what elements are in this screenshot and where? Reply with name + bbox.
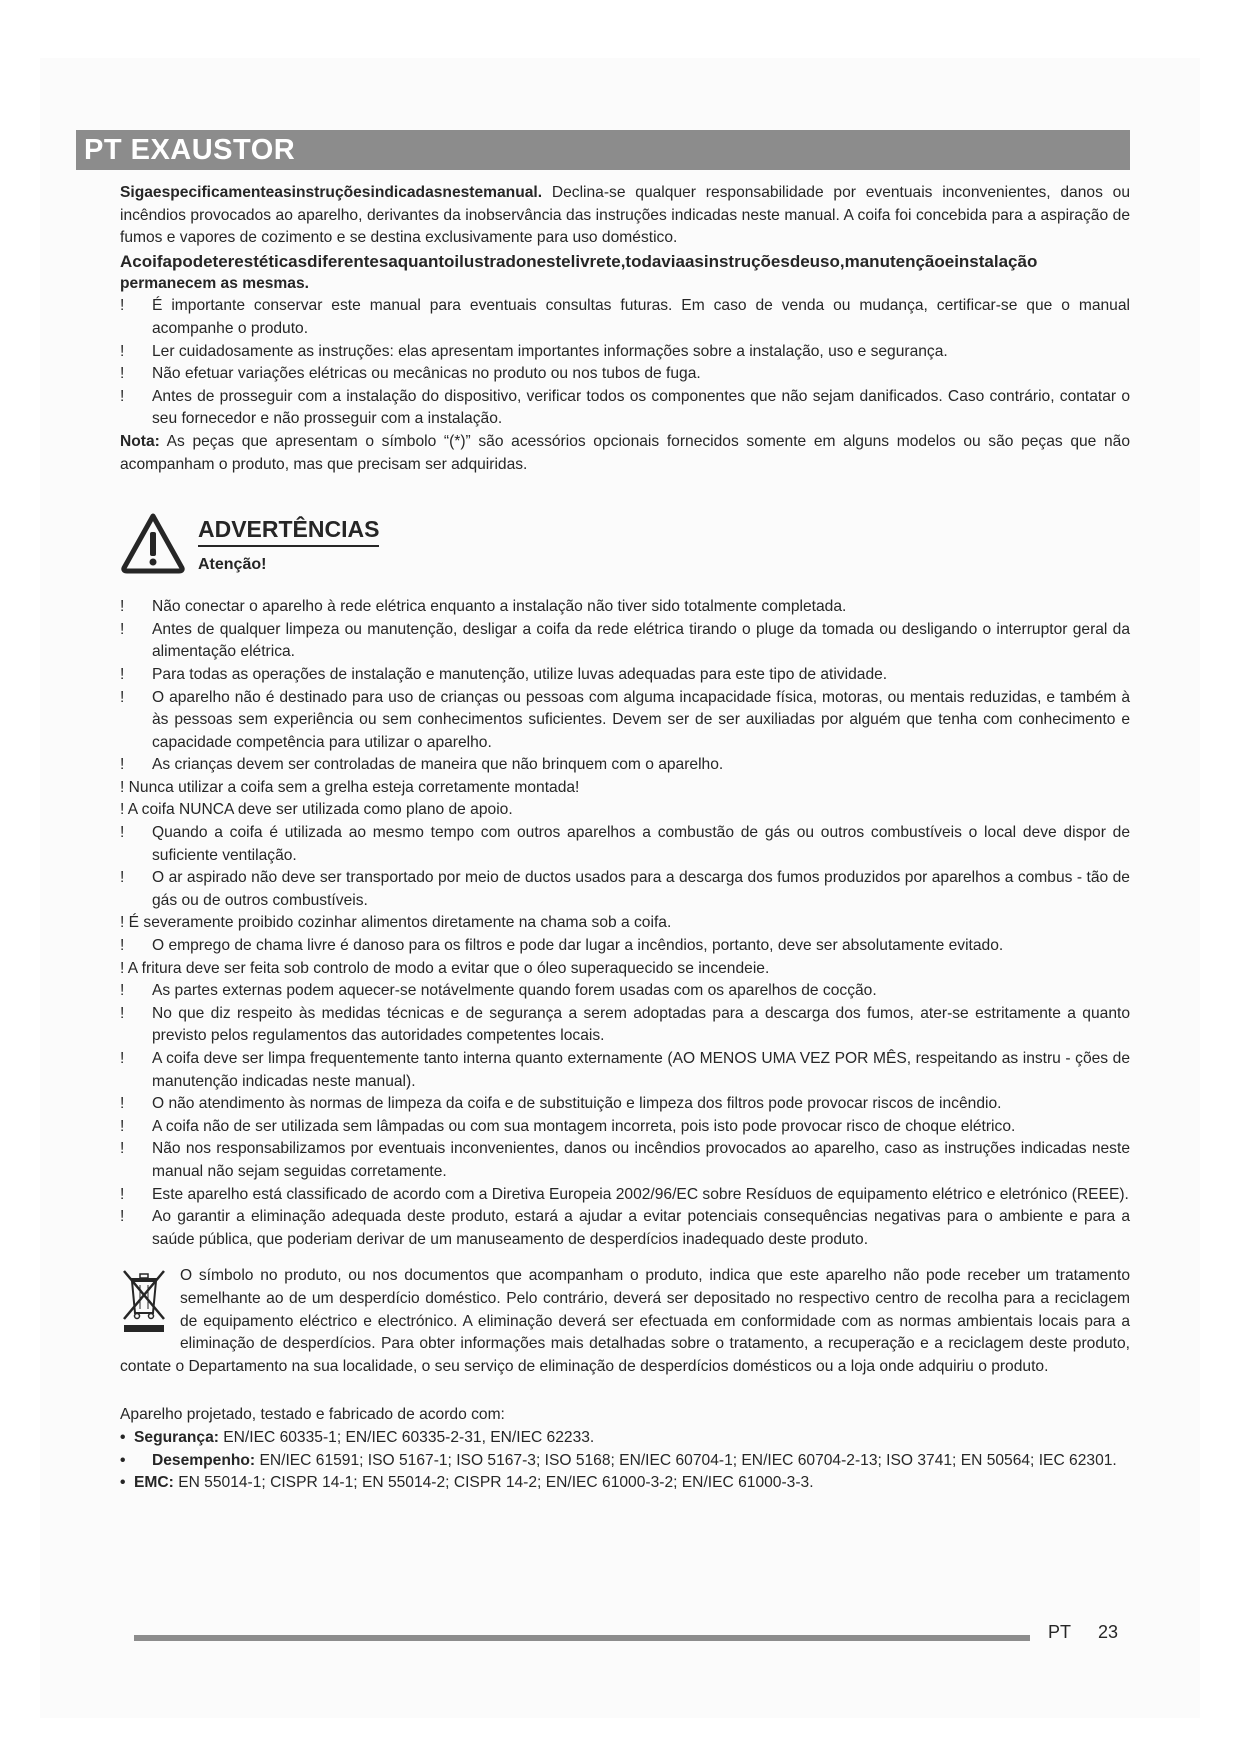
standard-label: Desempenho: [152, 1451, 256, 1469]
nota-text: As peças que apresentam o símbolo “(*)” são acessórios opcionais fornecidos somente em alguns modelos ou são peças que não acompanham o produto, mas que precisam ser adquiridas. [120, 432, 1130, 473]
list-item [120, 1206, 1130, 1251]
bullet-icon: • [120, 1428, 126, 1446]
standard-item-seguranca [120, 1427, 1130, 1450]
exclamation-icon: ! [120, 598, 125, 616]
bullet-icon: • [120, 1451, 126, 1469]
exclamation-icon: ! [120, 365, 125, 383]
weee-text: O símbolo no produto, ou nos documentos que acompanham o produto, indica que este aparelho não pode receber um tratamento semelhante ao de um desperdício doméstico. Pelo contrário, deverá ser depositado no respectivo centro de recolha para a reciclagem de equipamento eléctrico e electrónico. A eliminação deverá ser efectuada em conformidade com as normas ambientais locais para a eliminação de desperdícios. Para obter informações mais detalhadas sobre o tratamento, a recuperação e a reciclagem deste produto, contate o Departamento na sua localidade, o seu serviço de eliminação de desperdícios domésticos ou a loja onde adquiriu o produto. [120, 1267, 1130, 1375]
standards-section [120, 1404, 1130, 1494]
inline-warning: ! A fritura deve ser feita sob controlo de modo a evitar que o óleo superaquecido se incendeie. [120, 959, 770, 977]
list-item-text: Antes de qualquer limpeza ou manutenção, desligar a coifa da rede elétrica tirando o pluge da tomada ou desligando o interruptor geral da alimentação elétrica. [152, 620, 1130, 661]
standard-text: EN/IEC 60335-1; EN/IEC 60335-2-31, EN/IEC 62233. [218, 1428, 595, 1446]
warnings-header [120, 510, 1130, 596]
exclamation-icon: ! [120, 665, 125, 683]
standard-item-emc [120, 1472, 1130, 1495]
warnings-subtitle: Atenção! [198, 556, 267, 574]
list-item [120, 363, 1130, 386]
list-item [120, 1003, 1130, 1048]
list-item-text: Não efetuar variações elétricas ou mecânicas no produto ou nos tubos de fuga. [152, 365, 701, 383]
exclamation-icon: ! [120, 869, 125, 887]
list-item [120, 619, 1130, 664]
footer-language: PT [1048, 1622, 1072, 1642]
list-item [120, 664, 1130, 687]
exclamation-icon: ! [120, 824, 125, 842]
footer-bar [134, 1635, 1030, 1641]
list-item [120, 687, 1130, 755]
exclamation-icon: ! [120, 1208, 125, 1226]
crossed-bin-icon [120, 1267, 168, 1333]
list-item-text: As crianças devem ser controladas de maneira que não brinquem com o aparelho. [152, 756, 724, 774]
document-body [120, 182, 1130, 1495]
list-item [120, 754, 1130, 777]
intro-text: Declina-se qualquer responsabilidade por eventuais inconvenientes, danos ou incêndios provocados ao aparelho, derivantes da inobservância das instruções indicadas neste manual. A coifa foi concebida para a aspiração de fumos e vapores de cozimento e se destina exclusivamente para uso doméstico. [120, 184, 1130, 247]
exclamation-icon: ! [120, 1117, 125, 1135]
exclamation-icon: ! [120, 297, 125, 315]
list-item-text: O emprego de chama livre é danoso para os filtros e pode dar lugar a incêndios, portanto, deve ser absolutamente evitado. [152, 937, 1004, 955]
list-item-text: O não atendimento às normas de limpeza da coifa e de substituição e limpeza dos filtros pode provocar riscos de incêndio. [152, 1095, 1002, 1113]
exclamation-icon: ! [120, 937, 125, 955]
intro-paragraph [120, 182, 1130, 250]
weee-section [120, 1265, 1130, 1378]
exclamation-icon: ! [120, 387, 125, 405]
list-item [120, 1048, 1130, 1093]
list-item [120, 1093, 1130, 1116]
list-item-text: Não nos responsabilizamos por eventuais inconvenientes, danos ou incêndios provocados ao aparelho, caso as instruções indicadas neste manual não sejam seguidas corretamente. [152, 1140, 1130, 1180]
exclamation-icon: ! [120, 982, 125, 1000]
inline-warning: ! Nunca utilizar a coifa sem a grelha esteja corretamente montada! [120, 778, 580, 796]
standard-text: EN 55014-1; CISPR 14-1; EN 55014-2; CISPR 14-2; EN/IEC 61000-3-2; EN/IEC 61000-3-3. [173, 1474, 814, 1492]
list-item [120, 1138, 1130, 1183]
list-item-text: O ar aspirado não deve ser transportado por meio de ductos usados para a descarga dos fumos produzidos por aparelhos a combus - tão de gás ou de outros combustíveis. [152, 869, 1130, 909]
list-item-text: É importante conservar este manual para eventuais consultas futuras. Em caso de venda ou mudança, certificar-se que o manual acompanhe o produto. [152, 297, 1130, 337]
exclamation-icon: ! [120, 1140, 125, 1158]
exclamation-icon: ! [120, 1185, 125, 1203]
intro-bold-line-2: permanecem as mesmas. [120, 274, 309, 292]
standard-label: EMC: [134, 1474, 174, 1492]
list-item-text: A coifa não de ser utilizada sem lâmpadas ou com sua montagem incorreta, pois isto pode provocar risco de choque elétrico. [152, 1117, 1016, 1135]
page-title: PT EXAUSTOR [84, 134, 296, 166]
list-item-text: Antes de prosseguir com a instalação do dispositivo, verificar todos os componentes que não sejam danificados. Caso contrário, contatar o seu fornecedor e não prosseguir com a instalação. [152, 387, 1130, 428]
exclamation-icon: ! [120, 620, 125, 638]
list-item [120, 341, 1130, 364]
list-item-text: Para todas as operações de instalação e manutenção, utilize luvas adequadas para este tipo de atividade. [152, 665, 888, 683]
exclamation-icon: ! [120, 1050, 125, 1067]
list-item-text: O aparelho não é destinado para uso de crianças ou pessoas com alguma incapacidade física, motoras, ou mentais reduzidas, e também à às pessoas sem experiência ou sem conhecimentos suficientes. Devem ser de ser auxiliadas por alguém que tenha com conhecimento e capacidade competência para utilizar o aparelho. [152, 688, 1130, 751]
inline-warning: ! É severamente proibido cozinhar alimentos diretamente na chama sob a coifa. [120, 914, 672, 932]
bullet-icon: • [120, 1474, 126, 1492]
list-item-text: Ler cuidadosamente as instruções: elas apresentam importantes informações sobre a instalação, uso e segurança. [152, 342, 948, 360]
exclamation-icon: ! [120, 688, 125, 706]
intro-bold-lead: Sigaespecificamenteasinstruçõesindicadasnestemanual. [120, 184, 543, 201]
list-item [120, 386, 1130, 431]
standard-text: EN/IEC 61591; ISO 5167-1; ISO 5167-3; ISO 5168; EN/IEC 60704-1; EN/IEC 60704-2-13; ISO 3741; EN 50564; IEC 62301. [255, 1451, 1117, 1469]
standards-intro: Aparelho projetado, testado e fabricado de acordo com: [120, 1406, 505, 1424]
list-item-text: Não conectar o aparelho à rede elétrica enquanto a instalação não tiver sido totalmente completada. [152, 598, 847, 616]
list-item [120, 935, 1130, 958]
list-item-text: As partes externas podem aquecer-se notávelmente quando forem usadas com os aparelhos de cocção. [152, 982, 877, 1000]
exclamation-icon: ! [120, 756, 125, 774]
intro-bold-line: Acoifapodeterestéticasdiferentesaquantoilustradonestelivrete,todaviaasinstruçõesdeuso,manutençãoeinstalação [120, 251, 1038, 271]
standard-item-desempenho [120, 1450, 1130, 1473]
list-item-text: Este aparelho está classificado de acordo com a Diretiva Europeia 2002/96/EC sobre Resíduos de equipamento elétrico e eletrónico (REEE). [152, 1185, 1129, 1203]
page-number: 23 [1098, 1622, 1119, 1642]
list-item [120, 295, 1130, 340]
list-item [120, 822, 1130, 867]
exclamation-icon: ! [120, 1095, 125, 1113]
nota-paragraph [120, 431, 1130, 476]
list-item-text: A coifa deve ser limpa frequentemente tanto interna quanto externamente (AO MENOS UMA VEZ POR MÊS, respeitando as instru - ções de manutenção indicadas neste manual). [152, 1050, 1130, 1090]
list-item [120, 980, 1130, 1003]
nota-label: Nota: [120, 432, 160, 450]
list-item [120, 867, 1130, 912]
exclamation-icon: ! [120, 342, 125, 360]
list-item [120, 596, 1130, 619]
warning-triangle-icon [120, 512, 186, 574]
list-item [120, 1116, 1130, 1139]
list-item-text: Ao garantir a eliminação adequada deste produto, estará a ajudar a evitar potenciais consequências negativas para o ambiente e para a saúde pública, que poderiam derivar de um manuseamento de desperdícios inadequado deste produto. [152, 1208, 1130, 1248]
exclamation-icon: ! [120, 1004, 125, 1022]
standard-label: Segurança: [134, 1428, 219, 1446]
list-item-text: No que diz respeito às medidas técnicas e de segurança a serem adoptadas para a descarga dos fumos, ater-se estritamente a quanto previsto pelos regulamentos das autoridades competentes locais. [152, 1004, 1130, 1045]
list-item [120, 1184, 1130, 1207]
list-item-text: Quando a coifa é utilizada ao mesmo tempo com outros aparelhos a combustão de gás ou outros combustíveis o local deve dispor de suficiente ventilação. [152, 824, 1130, 864]
warnings-title: ADVERTÊNCIAS [198, 514, 379, 547]
inline-warning: ! A coifa NUNCA deve ser utilizada como plano de apoio. [120, 801, 513, 819]
